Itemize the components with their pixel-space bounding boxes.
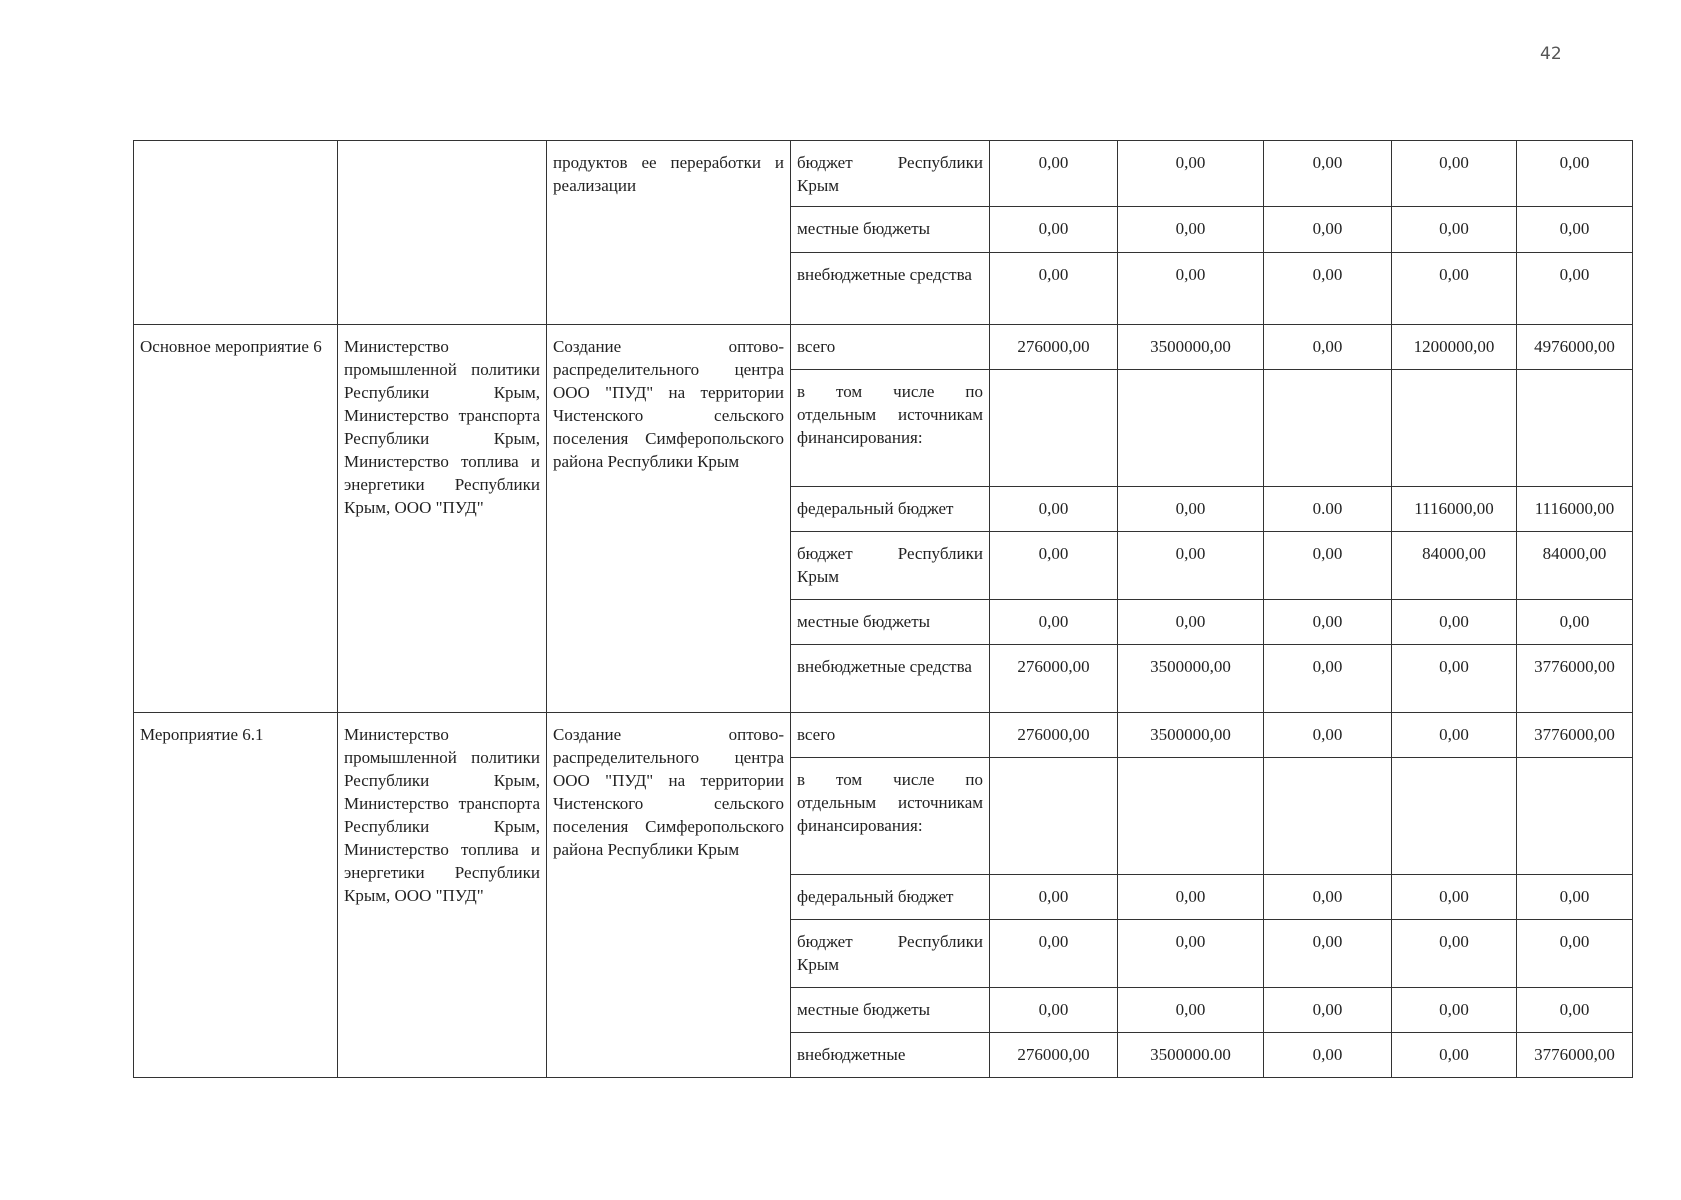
value-cell: 0,00 [1118,920,1264,988]
value-cell: 0,00 [1118,141,1264,207]
page-number: 42 [1540,44,1562,64]
value-cell: 0,00 [1118,253,1264,325]
value-cell: 0,00 [1264,253,1392,325]
value-cell: 0,00 [1392,141,1517,207]
funding-source: всего [791,713,990,758]
value-cell: 0,00 [1392,875,1517,920]
funding-source: бюджет Республики Крым [791,141,990,207]
funding-source: всего [791,325,990,370]
value-cell: 0,00 [1264,141,1392,207]
event-name: Основное мероприятие 6 [134,325,338,713]
value-cell: 84000,00 [1392,532,1517,600]
value-cell: 0,00 [1118,875,1264,920]
value-cell: 1116000,00 [1517,487,1633,532]
value-cell: 0,00 [1264,645,1392,713]
funding-source: федеральный бюджет [791,875,990,920]
event-description: продуктов ее переработки и реализации [547,141,791,325]
value-cell: 0,00 [1392,253,1517,325]
value-cell: 0,00 [990,532,1118,600]
value-cell: 0,00 [1264,325,1392,370]
value-cell [990,758,1118,875]
value-cell: 276000,00 [990,645,1118,713]
value-cell: 0,00 [1264,1033,1392,1078]
value-cell: 0,00 [1264,207,1392,253]
value-cell: 0,00 [1517,207,1633,253]
value-cell [1264,370,1392,487]
value-cell: 0,00 [1264,920,1392,988]
event-description: Создание оптово-распределительного центра ООО "ПУД" на территории Чистенского сельского поселения Симферопольского района Республики Крым [547,325,791,713]
funding-source: федеральный бюджет [791,487,990,532]
value-cell: 0,00 [1517,253,1633,325]
event-name: Мероприятие 6.1 [134,713,338,1078]
value-cell: 0,00 [1392,920,1517,988]
event-executor: Министерство промышленной политики Республики Крым, Министерство транспорта Республики Крым, Министерство топлива и энергетики Республики Крым, ООО "ПУД" [338,713,547,1078]
value-cell: 1116000,00 [1392,487,1517,532]
budget-table [133,140,1633,1078]
value-cell: 0,00 [1392,1033,1517,1078]
event-name-cell [134,141,338,325]
value-cell: 84000,00 [1517,532,1633,600]
value-cell: 4976000,00 [1517,325,1633,370]
funding-source: внебюджетные средства [791,645,990,713]
funding-source: внебюджетные средства [791,253,990,325]
funding-source: внебюджетные [791,1033,990,1078]
value-cell: 0,00 [990,141,1118,207]
value-cell: 3776000,00 [1517,645,1633,713]
executor-cell [338,141,547,325]
value-cell: 0,00 [1392,713,1517,758]
table-row [134,713,1633,758]
value-cell: 276000,00 [990,1033,1118,1078]
value-cell [1517,758,1633,875]
value-cell: 0,00 [990,207,1118,253]
funding-source: местные бюджеты [791,988,990,1033]
value-cell: 0,00 [990,253,1118,325]
value-cell: 3500000,00 [1118,645,1264,713]
funding-source: местные бюджеты [791,207,990,253]
value-cell: 0,00 [1118,207,1264,253]
value-cell: 3776000,00 [1517,713,1633,758]
value-cell: 0,00 [990,920,1118,988]
value-cell [1392,758,1517,875]
table-row [134,325,1633,370]
table-row [134,141,1633,207]
value-cell: 0,00 [990,487,1118,532]
value-cell [1517,370,1633,487]
value-cell: 0,00 [1392,645,1517,713]
value-cell: 0,00 [1264,875,1392,920]
value-cell: 0,00 [1118,532,1264,600]
value-cell: 3500000,00 [1118,325,1264,370]
value-cell: 0,00 [990,600,1118,645]
value-cell: 276000,00 [990,713,1118,758]
value-cell [1118,370,1264,487]
value-cell: 3776000,00 [1517,1033,1633,1078]
value-cell: 0,00 [990,988,1118,1033]
value-cell: 0,00 [1118,988,1264,1033]
funding-source: в том числе по отдельным источникам финансирования: [791,758,990,875]
value-cell: 3500000,00 [1118,713,1264,758]
value-cell: 0,00 [1517,141,1633,207]
value-cell: 0,00 [1264,713,1392,758]
value-cell: 1200000,00 [1392,325,1517,370]
value-cell [1392,370,1517,487]
value-cell: 0,00 [1517,875,1633,920]
value-cell: 0,00 [1264,988,1392,1033]
value-cell [1264,758,1392,875]
value-cell: 0,00 [1264,600,1392,645]
value-cell: 0,00 [1118,487,1264,532]
value-cell: 0,00 [1517,920,1633,988]
value-cell: 0,00 [1392,207,1517,253]
event-executor: Министерство промышленной политики Республики Крым, Министерство транспорта Республики Крым, Министерство топлива и энергетики Республики Крым, ООО "ПУД" [338,325,547,713]
event-description: Создание оптово-распределительного центра ООО "ПУД" на территории Чистенского сельского поселения Симферопольского района Республики Крым [547,713,791,1078]
value-cell: 3500000.00 [1118,1033,1264,1078]
value-cell: 0,00 [1392,600,1517,645]
value-cell: 0,00 [1264,532,1392,600]
value-cell: 276000,00 [990,325,1118,370]
value-cell: 0.00 [1264,487,1392,532]
value-cell [990,370,1118,487]
value-cell: 0,00 [1517,988,1633,1033]
value-cell [1118,758,1264,875]
value-cell: 0,00 [1517,600,1633,645]
funding-source: бюджет Республики Крым [791,532,990,600]
value-cell: 0,00 [1118,600,1264,645]
value-cell: 0,00 [990,875,1118,920]
funding-source: бюджет Республики Крым [791,920,990,988]
funding-source: местные бюджеты [791,600,990,645]
funding-source: в том числе по отдельным источникам финансирования: [791,370,990,487]
value-cell: 0,00 [1392,988,1517,1033]
